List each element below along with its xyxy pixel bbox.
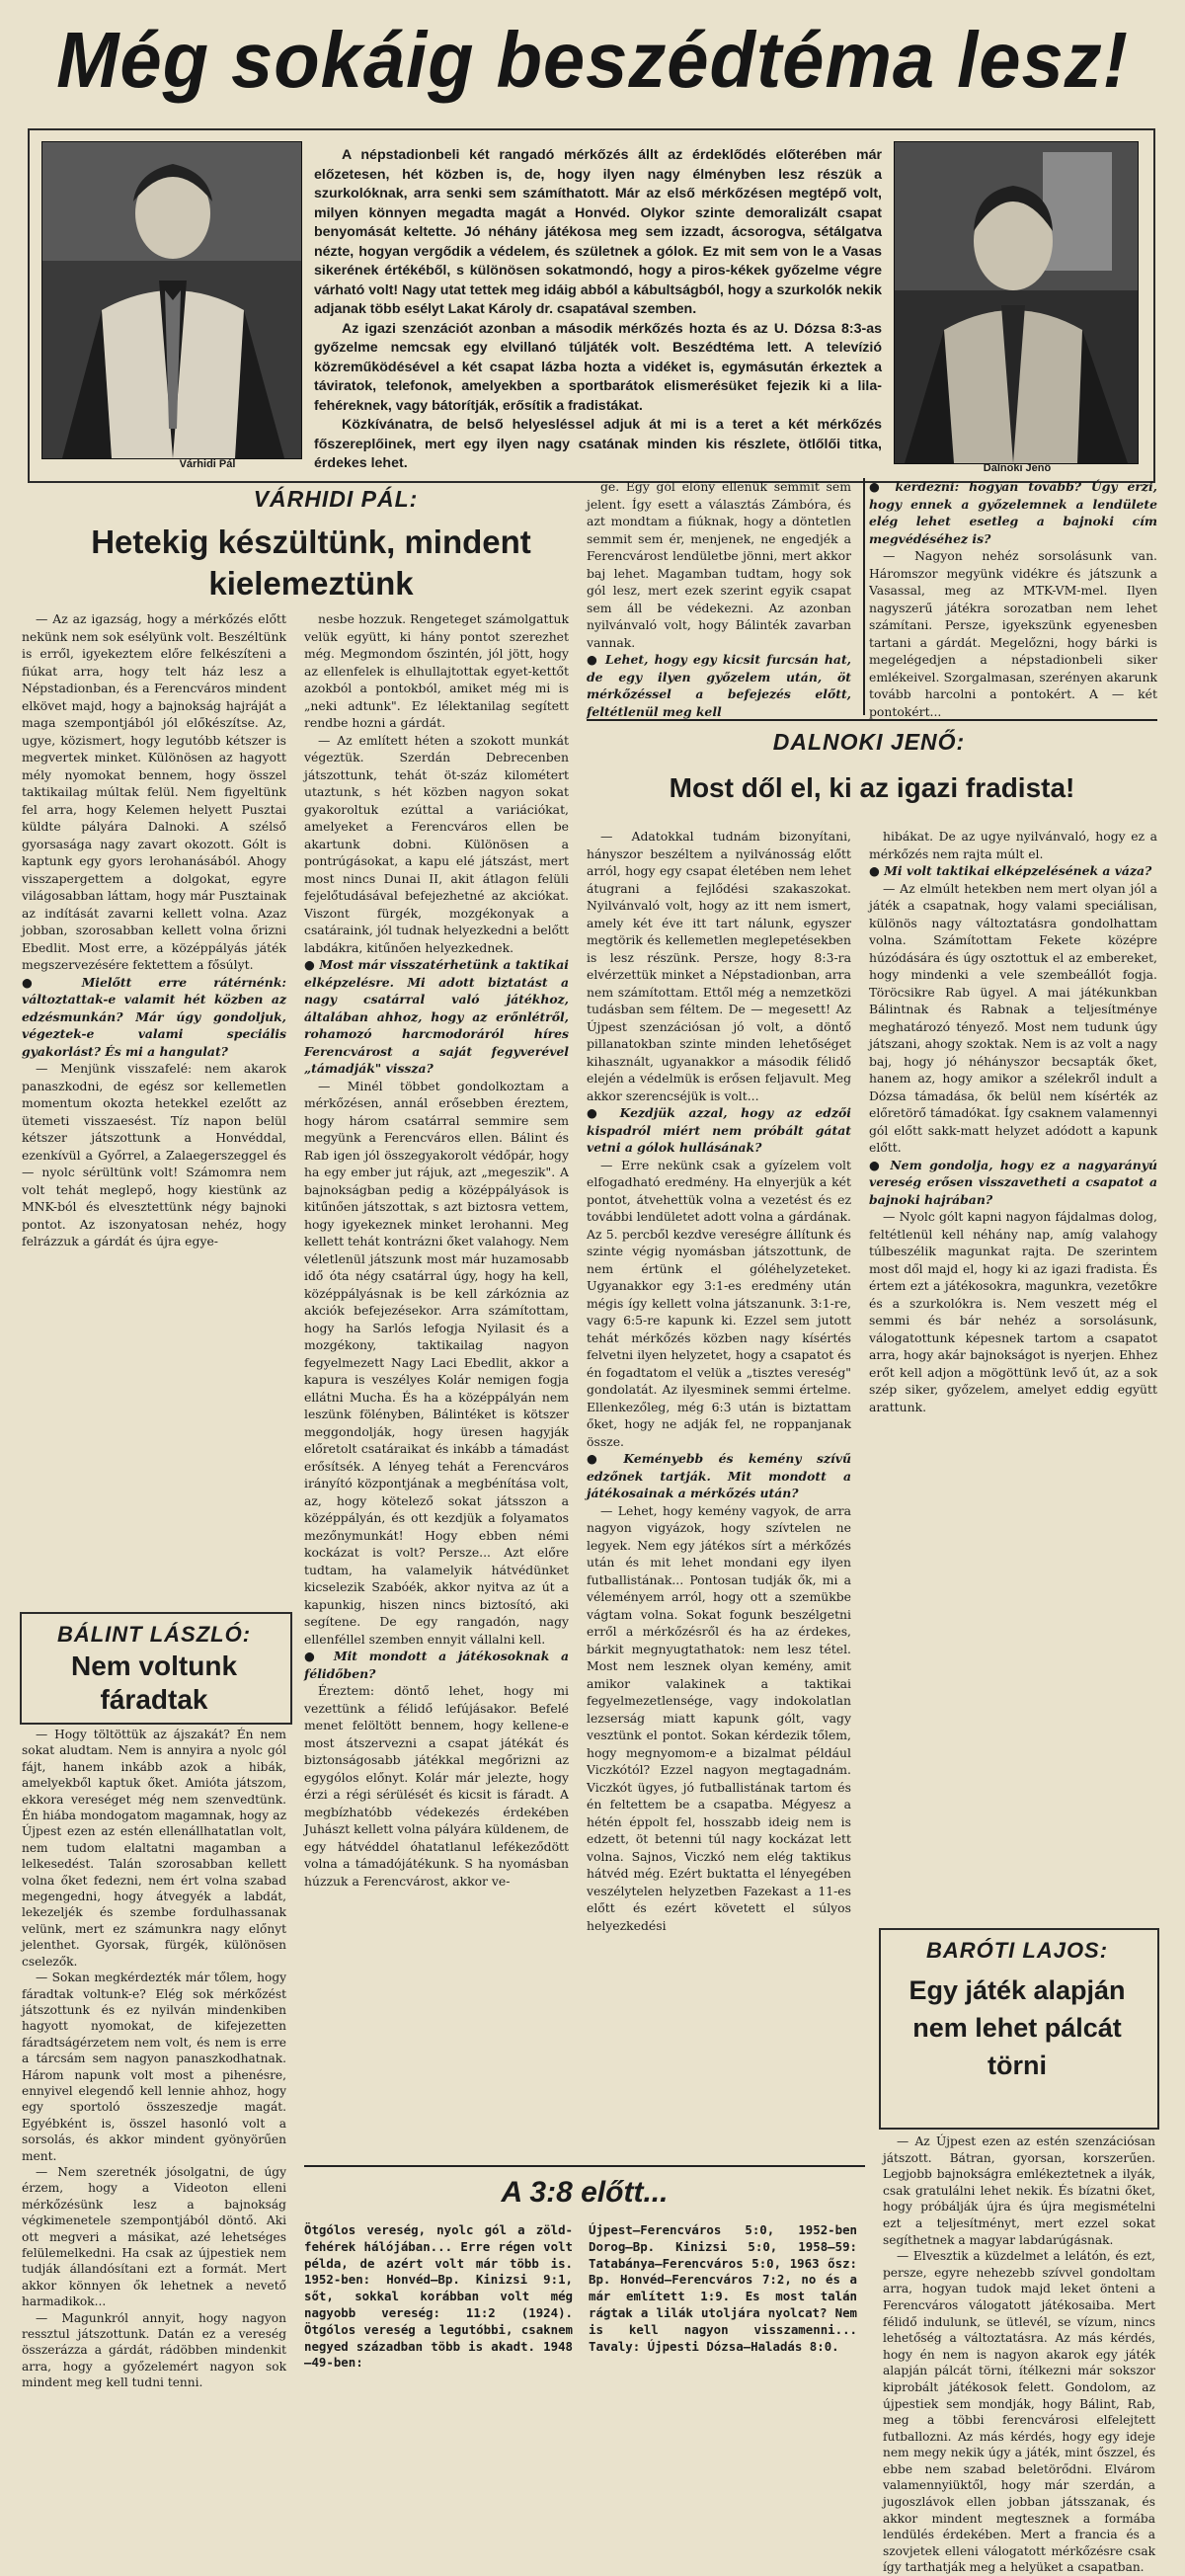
article-paragraph: hibákat. De az ugye nyilvánvaló, hogy ez a mérkőzés nem rajta múlt el. <box>869 829 1157 861</box>
interview-question: ● Kezdjük azzal, hogy az edzői kispadról miért nem próbált gátat vetni a gólok hullásának? <box>587 1104 851 1157</box>
interview-question: ● Nem gondolja, hogy ez a nagyarányú vereség erősen visszavetheti a csapatot a bajnoki hajrában? <box>869 1157 1157 1209</box>
dalnoki-column-1 <box>587 828 851 2153</box>
intro-paragraph-3: Közkívánatra, de belső helyesléssel adjuk át mi is a teret a két mérkőzés főszereplőinek, mert egy ilyen nagy csatának minden kis részlete, ötlőlői titka, érdekes lehet. <box>314 417 882 471</box>
caption-dalnoki: Dalnoki Jenő <box>983 462 1052 474</box>
dalnoki-top-rule <box>587 719 1157 721</box>
article-paragraph: — Az említett héten a szokott munkát végeztük. Szerdán Debrecenben játszottunk, tehát öt-száz kilométert utaztunk, s hét közben nagyon sokat gyakoroltuk ezúttal a variációkat, amelyeket a Ferencváros ellen be akartunk dobni. Különösen a pontrúgásokat, a kapu elé játszást, mert most nincs Dunai II, akit átlagon felüli fejelőtudásával befejezhetné az akciókat. Viszont fürgék, mozgékonyak a csatáraink, jól tudnak helyezkedni a belőtt labdákra, kitűnően helyezkednek. <box>304 732 569 955</box>
dalnoki-kicker: DALNOKI JENŐ: <box>772 729 966 755</box>
interview-question: ● Mit mondott a játékosoknak a félidőben? <box>304 1648 569 1682</box>
caption-varhidi: Várhidi Pál <box>179 458 236 470</box>
column-divider <box>863 478 865 715</box>
article-paragraph: ge. Egy gól előny ellenük semmit sem jelent. Így esett a választás Zámbóra, és azt mondtam a fiúknak, hogy a döntetlen semmit sem ér, menjenek, ne engedjék a Ferencvárost lendületbe jönni, mert akkor baj lehet. Magamban tudtam, hogy sok gól lesz, mert ezek szerint egyik csapat sem áll be védekezni. Az azonban nyilvánvaló volt, hogy Bálinték zavarban vannak. <box>587 479 851 650</box>
article-paragraph: — Elvesztik a küzdelmet a lelátón, és ezt, persze, egyre nehezebb szívvel gondoltam arra, hogyan tudok majd leket önteni a Ferencváros válogatott játékosaiba. Mert félidő indulunk, se ütlevél, se vízum, nincs lehetőség a változtatásra. Az más kérdés, hogy én nem is nagyon akarok egy játék alapján pálcát törni, ítélkezni már sokszor kiprobált játékosok felett. Gondolom, az újpestiek sem mondják, hogy Bálint, Rab, meg a többi ferencvárosi elfelejtett futballozni. Az más kérdés, hogy egy ideje nem megy nekik úgy a játék, mint őszzel, és ebbe nem szabad beletörődni. Elvárom valamennyiüktől, hogy már szerdán, a jugoszlávok ellen jobban játsszanak, és akkor mindent megtesznek a formába lendülés érdekében. Mert a francia és a szovjetek elleni válogatott mérkőzésre csak így tarthatják meg a helyüket a csapatban. <box>883 2249 1155 2575</box>
baroti-title: Egy játék alapján nem lehet pálcát törni <box>908 1975 1126 2080</box>
intro-paragraph-2: Az igazi szenzációt azonban a második mérkőzés hozta és az U. Dózsa 8:3-as győzelme nemcsak egy elvillanó túljáték volt. Beszédtéma lett. A televízió közreműködésével a két csapat lázba hozta a vidéket is, egymásután érkeztek a táviratok, telefonok, amelyekben a sportbarátok elismerésüket fejezik ki a lila-fehéreknek, vagy bátorítják, erősítik a fradistákat. <box>314 320 882 414</box>
varhidi-kicker: VÁRHIDI PÁL: <box>253 486 419 512</box>
stats-column-2: Újpest—Ferencváros 5:0, 1952-ben Dorog—Bp. Kinizsi 5:0, 1958—59: Tatabánya—Ferencváros 5:0, 1963 ősz: Bp. Honvéd—Ferencváros 7:2, no és a már említett 1:9. Es most talán rágtak a lilák utoljára nyolcat? Nem is kell nagyon visszamenni... Tavaly: Újpesti Dózsa—Haladás 8:0. <box>589 2222 857 2354</box>
article-paragraph: — Hogy töltöttük az ájszakát? Én nem sokat aludtam. Nem is annyira a nyolc gól fájt, hanem inkább azok a hibák, amelyekből kaptuk őket. Amióta játszom, ekkora vereséget még nem szenvedtünk. Én hiába mondogatom magamnak, hogy az Újpest ezen az estén ellenállhatatlan volt, nem tudom elaltatni magamban a lelkesedést. Talán szorosabban kellett volna őket fedezni, nem ért volna szabad megengedni, hogy átvegyék a labdát, lekezeljék és szembe fordulhassanak velünk, mert ez számunkra nagy előnyt jelenthet. Gyorsak, fürgék, különösen cselezők. <box>22 1728 286 1969</box>
main-headline: Még sokáig beszédtéma lesz! <box>56 16 1129 104</box>
interview-question: ● Mielőtt erre rátérnénk: változtattak-e valamit hét közben az edzésmunkán? Már úgy gondoljuk, végeztek-e valami speciális gyakorlást? És mi a hangulat? <box>22 974 286 1061</box>
photo-dalnoki <box>894 141 1139 464</box>
article-paragraph: nesbe hozzuk. Rengeteget számolgattuk velük együtt, ki hány pontot szerezhet még. Megmondom őszintén, jól jött, hogy az ellenfelek is elhullajtottak egyet-kettőt azokból a pontokból, amiket még mi is „neki adtunk". Ez lélektanilag segített rendbe hozni a gárdát. <box>304 611 569 730</box>
article-paragraph: — Erre nekünk csak a gyízelem volt elfogadható eredmény. Ha elnyerjük a két pontot, átvehettük volna a vezetést és ez további lendületet adott volna a gárdának. Az 5. percből kezdve vereségre állítunk és szinte végig nyomásban játszottunk, de nem értünk el góléhelyzeteket. Ugyanakkor egy 3:1-es eredmény után mégis így kellett volna játszanunk. 3:1-re, vagy 6:5-re kapunk ki. Ezzel sem jutott tehát mérkőzés közben nagy kísértés felvetni ilyen helyzetet, hogy a csapatot és én fogadtatom el velük a „tisztes vereség" gondolatát. Az ilyesminek semmi értelme. Ellenkezőleg, még 6:3 után is biztattam őket, hogy ne adják fel, ne roppanjanak össze. <box>587 1157 851 1449</box>
article-paragraph: — Menjünk visszafelé: nem akarok panaszkodni, de egész sor kellemetlen momentum okozta hetekkel ezelőtt az ütemeti visszaesést. Tíz napon belül kétszer játszottunk a Honvéddal, ezenkívül a Győrrel, a Zalaegerszeggel és — nyolc sérültünk volt! Számomra nem volt tehát meglepő, hogy kiestünk az MNK-ból és elvesztettünk négy bajnoki pontot. Az iszonyatosan nehéz, hogy felrázzuk a gárdát és újra egye- <box>22 1061 286 1248</box>
dalnoki-title: Most dől el, ki az igazi fradista! <box>669 772 1075 803</box>
baroti-kicker: BARÓTI LAJOS: <box>925 1938 1109 1963</box>
article-paragraph: — Az az igazság, hogy a mérkőzés előtt nekünk nem sok esélyünk volt. Beszéltünk is erről, igyekeztem előre felkészíteni a fiúkat arra, hogy telt ház lesz a Népstadionban, és a Ferencváros mindent elkövet majd, hogy a bajnokság hajráját a maga szempontjából jól előkészítse. Az, ugye, közismert, hogy legutóbb kétszer is megvertek minket. Különösen az hagyott mély nyomokat bennem, hogy összel taktikailag múltak felül. Nem figyeltünk fel arra, hogy Kelemen helyett Pusztai küldte pályára Dalnoki. A szélső gyorsasága nagy zavart okozott. Gólt is kaptunk egy gyors lerohanásából. Ahogy visszapergettem a dolgokat, egyre világosabban láttam, hogy már Pusztainak az indítását zavarni kellett volna. Azaz jobban, szorosabban kellett volna őrizni Ebedlit. Most erre, a középpályás játék megszervezésére fektettem a fősúlyt. <box>22 611 286 972</box>
varhidi-column-1 <box>22 610 286 1610</box>
varhidi-column-2 <box>304 610 569 2448</box>
interview-question: ● Most már visszatérhetünk a taktikai elképzelésre. Mi adott biztatást a nagy csatárral való játékhoz, általában ahhoz, hogy az erőnlétről, rohamozó harcmodoráról híres Ferencvárost a saját fegyverével „támadják" vissza? <box>304 956 569 1078</box>
article-paragraph: — Sokan megkérdezték már tőlem, hogy fáradtak voltunk-e? Elég sok mérkőzést játszottunk és ez nyilván mindenkiben hagyott nyomokat, de kifejezetten fáradtságérzetem nem volt, és nem is erre a tárcsám sem nagyon panaszkodhatnak. Három napunk volt most a pihenésre, ennyivel elegendő kell lennie ahhoz, hogy egy sportoló összeszedje magát. Egyébként is, összel hasonló volt a sorsolás, és akkor mindent gyönyörűen ment. <box>22 1971 286 2163</box>
interview-question: ● Lehet, hogy egy kicsit furcsán hat, de egy ilyen győzelem után, öt mérkőzéssel a befejezés előtt, feltétlenül meg kell <box>587 651 851 720</box>
dalnoki-column-2 <box>869 828 1157 1904</box>
balint-column <box>22 1727 286 2479</box>
varhidi-title: Hetekig készültünk, mindent kielemeztünk <box>91 523 531 602</box>
balint-title: Nem voltunk fáradtak <box>70 1650 238 1715</box>
article-paragraph: — Az Újpest ezen az estén szenzációsan játszott. Bátran, gyorsan, korszerűen. Legjobb bajnokságra emlékeztetnek a ilyák, csak gratulálni lehet nekik. És bízatni őket, hogy próbálják újra és újra megismételni ezt a teljesítményt, mert ezzel sokat segíthetnek a magyar labdarúgásnak. <box>883 2134 1155 2247</box>
article-paragraph: — Az elmúlt hetekben nem mert olyan jól a játék a csapatnak, hogy valami speciálisan, különös nagy változtatásra gondolhattam volna. Számítottam Fekete középre húzódására és úgy osztottuk el az embereket, hogy mindenki a vele szembeállót fogja. Töröcsikre Rab ügyel. A mai játékunkban Bálintnak és Rabnak a teljesítménye meghatározó tényező. Most nem tudunk úgy játszani, ahogy szoktak. Nem is az volt a nagy baj, hogy jó néhányszor becsapták őket, hanem az, hogy amikor a szélekről indult a Dózsa támadása, ők belül nem kísérték az előretörő támadókat. Így csaknem valamennyi gól előtt sakk-matt helyzet adódott a kapunk előtt. <box>869 880 1157 1155</box>
portrait-dalnoki-icon <box>895 142 1138 463</box>
interview-question: ● kérdezni: hogyan tovább? Úgy érzi, hogy ennek a győzelemnek a lendülete elég lehet esetleg a bajnoki cím megvédéséhez is? <box>869 478 1157 547</box>
article-paragraph: — Nem szeretnék jósolgatni, de úgy érzem, hogy a Videoton elleni mérkőzésünk lesz a bajnokság végkimenetele szempontjából döntő. Aki ott megveri a másikat, azé lehetséges felülemelkedni. Ha csak az újpestiek nem tudják állandósítani ezt a formát. Mert akkor könnyen ők lehetnek a nevető harmadikok... <box>22 2164 286 2309</box>
varhidi-column-3 <box>587 478 851 719</box>
article-paragraph: — Nyolc gólt kapni nagyon fájdalmas dolog, feltétlenül kell néhány nap, amíg valahogy túlbeszélik magunkat rajta. De szerintem most dől majd el, hogy ki az igazi fradista. És értem ezt a játékosokra, magunkra, vezetőkre és a szurkolókra is. Nem veszett még el semmi és bár nehéz a sorsolásunk, válogatottunk képesnek tartom a csapatot arra, hogy akár bajnokságot is nyerjen. Ehhez erőt kell adjon a mögöttünk levő út, az a sok szép siker, győzelem, amelyet eddig együtt arattunk. <box>869 1209 1157 1414</box>
article-paragraph: — Magunkról annyit, hogy nagyon ressztul játszottunk. Datán ez a vereség összerázza a gárdát, rádöbben mindenkit arra, hogy a győzelemért nagyon sok mindent meg kell tudni tenni. <box>22 2310 286 2390</box>
baroti-column <box>883 2133 1155 2575</box>
article-paragraph: — Lehet, hogy kemény vagyok, de arra nagyon vigyázok, hogy szívtelen ne legyek. Nem egy játékos sírt a mérkőzés után és mit lehet mondani egy ilyen futballistának... Pontosan tudják ők, mi a véleményem arról, hogy ott a szemükbe vágtam volna. Sokat fogunk beszélgetni erről a mérkőzésről és ha az érdekes, bárkit megnyugtathatok: nem lesz tétel. Most nem lesznek olyan kemény, amit amikor valakinek a taktikai fegyelmezetlensége, vagy indokolatlan lezserság miatt kapunk gólt, vagy vesztünk el pontot. Sokan kérdezik tőlem, hogy megnyomom-e a bizalmat például Viczkótól? Ezzel nagyon megtagadnám. Viczkót ügyes, jó futballistának tartom és én feltettem be a csapatba. Mégyesz a hétén éppolt fel, hosszabb ideig nem is edzett, öt betenni túl nagy kockázat lett volna. Sajnos, Viczkó nem elég taktikus hátvéd még. Ezért buktatta el lényegében veszélytelen helyzetben Fazekast a 11-es előtt és ezért követett el súlyos helyezkedési <box>587 1502 851 1933</box>
interview-question: ● Keményebb és kemény szívű edzőnek tartják. Mit mondott a játékosainak a mérkőzés után? <box>587 1450 851 1502</box>
article-paragraph: — Minél többet gondolkoztam a mérkőzésen, annál erősebben éreztem, hogy három csatárral semmire sem megyünk a Ferencváros ellen. Bálint és Rab igen jól összegyakorolt védőpár, hogy ha egy ember jut rájuk, azt „megeszik". A bajnokságban pedig a középpályások is kitűnően játszottak, s azt biztosra vettem, hogy igyekeznek minket lerohanni. Meg kellett tehát kontrázni őket valahogy. Nem véletlenül játszunk most már huzamosabb idő óta négy csatárral úgy, hogy ha kell, középpályásnak is be kell zárkóznia az akciók befejezésekor. Arra számítottam, hogy ha Sarlós lefogja Nyilasit és a mozgékony, taktikailag nagyon fegyelmezett Nagy Laci Ebedlit, akkor a kapura is veszélyes Kolár nemigen fogja ellátni Mucha. És ha a középpályán nem leszünk fölényben, Bálintéket is kötszer meggondolják, hogy üresen hagyják előretolt csatáraikat és inkább a támadást erősítsék. A lényeg tehát a Ferencváros irányító központjának a megbénítása volt, az, hogy kötelező sokat játsszon a középpályán, és ott kezdjük a folyamatos mezőnymunkát! Hogy ebben némi kockázat is volt? Persze... Azt előre tudtam, ha valamelyik hátvédünket kicselezik Szabóék, akkor nyitva az út a kapunkig, hiszen nincs biztosító, aki segítene. De egy rangadón, nagy ellenféllel szemben ennyit vállalni kell. <box>304 1078 569 1647</box>
intro-text <box>314 146 882 471</box>
stats-column-1: Ötgólos vereség, nyolc gól a zöld-fehérek hálójában... Erre régen volt példa, de azért volt már több is. 1952-ben: Honvéd—Bp. Kinizsi 9:1, sőt, sokkal korábban volt még nagyobb vereség: 11:2 (1924). Ötgólos vereség a legutóbbi, csaknem negyed században több is akadt. 1948—49-ben: <box>304 2222 573 2371</box>
article-paragraph: — Nagyon nehéz sorsolásunk van. Háromszor megyünk vidékre és játszunk a Vasassal, meg az MTK-VM-mel. Ilyen nagyszerű játékra sorozatban nem lehet számítani. Persze, igyekszünk egyenesben tartani a gárdát. Megelőzni, hogy bárki is megelégedjen a népstadionbeli siker emlékeivel. Szorgalmasan, szerényen akarunk tovább harcolni a pontokért. A — két pontokért... <box>869 548 1157 719</box>
stats-top-rule <box>304 2165 865 2167</box>
balint-kicker: BÁLINT LÁSZLÓ: <box>56 1622 252 1647</box>
varhidi-column-4 <box>869 478 1157 719</box>
article-paragraph: — Adatokkal tudnám bizonyítani, hányszor beszéltem a nyilvánosság előtt arról, hogy egy csapat életében nem lehet átugrani a fejlődési szakaszokat. Nyilvánvaló volt, hogy az itt nem ismert, amely két éve itt tart nálunk, egyszer megtörik és kellemetlen meglepetésekben is lesz részünk. Persze, hogy 8:3-ra elvérzettük minket a Népstadionban, arra nem számítottam. Ettől még a nemzetközi tudásban sem féltem. De — megesett! Az Újpest szenzációsan jó volt, a döntő pillanatokban szinte minden lehetőséget kihasznált, ugyanakkor a második félidő elején a védelmük is erősen feljavult. Meg akkor szerencséjük is volt... <box>587 829 851 1103</box>
portrait-varhidi-icon <box>42 142 301 458</box>
interview-question: ● Mi volt taktikai elképzelésének a váza? <box>869 862 1157 880</box>
article-paragraph: Éreztem: döntő lehet, hogy mi vezettünk a félidő lefújásakor. Befelé menet felöltött bennem, hogy kellene-e most átszervezni a csapat játékát és biztonságosabb játékkal megőrizni az egygólos előnyt. Kolár már jelezte, hogy érzi a régi sérülését és kicsit is fáradt. A megbízhatóbb védekezés érdekében Juhászt kellett volna pályára küldenem, de egy hátvéddel óhatatlanul lefékeződött volna a támadójátékunk. S ha nyomásban húzzuk a Ferencvárost, akkor ve- <box>304 1683 569 1889</box>
photo-varhidi <box>41 141 302 459</box>
stats-title: A 3:8 előtt... <box>501 2176 669 2209</box>
intro-paragraph-1: A népstadionbeli két rangadó mérkőzés állt az érdeklődés előterében már előzetesen, hét közben is, de, hogy ilyen nagy élményben lesz részük a szurkolóknak, arra senki sem számíthatott. Már az első mérkőzésen megtépő volt, milyen könnyen megadta magát a Honvéd. Olykor szinte demoralizált csapat benyomását keltette. Jó néhány játékosa meg sem izzadt, ácsorogva, sétálgatva nézte, hogyan vergődik a védelem, és születnek a gólok. Ez mit sem von le a Vasas sikerének értékéből, s különösen sokatmondó, hogy a piros-kékek győzelme végre várható volt! Nagy utat tettek meg idáig abból a kábultságból, hogy a szurkolók nekik adjanak több esélyt Lakat Károly dr. csapatával szemben. <box>314 147 882 317</box>
